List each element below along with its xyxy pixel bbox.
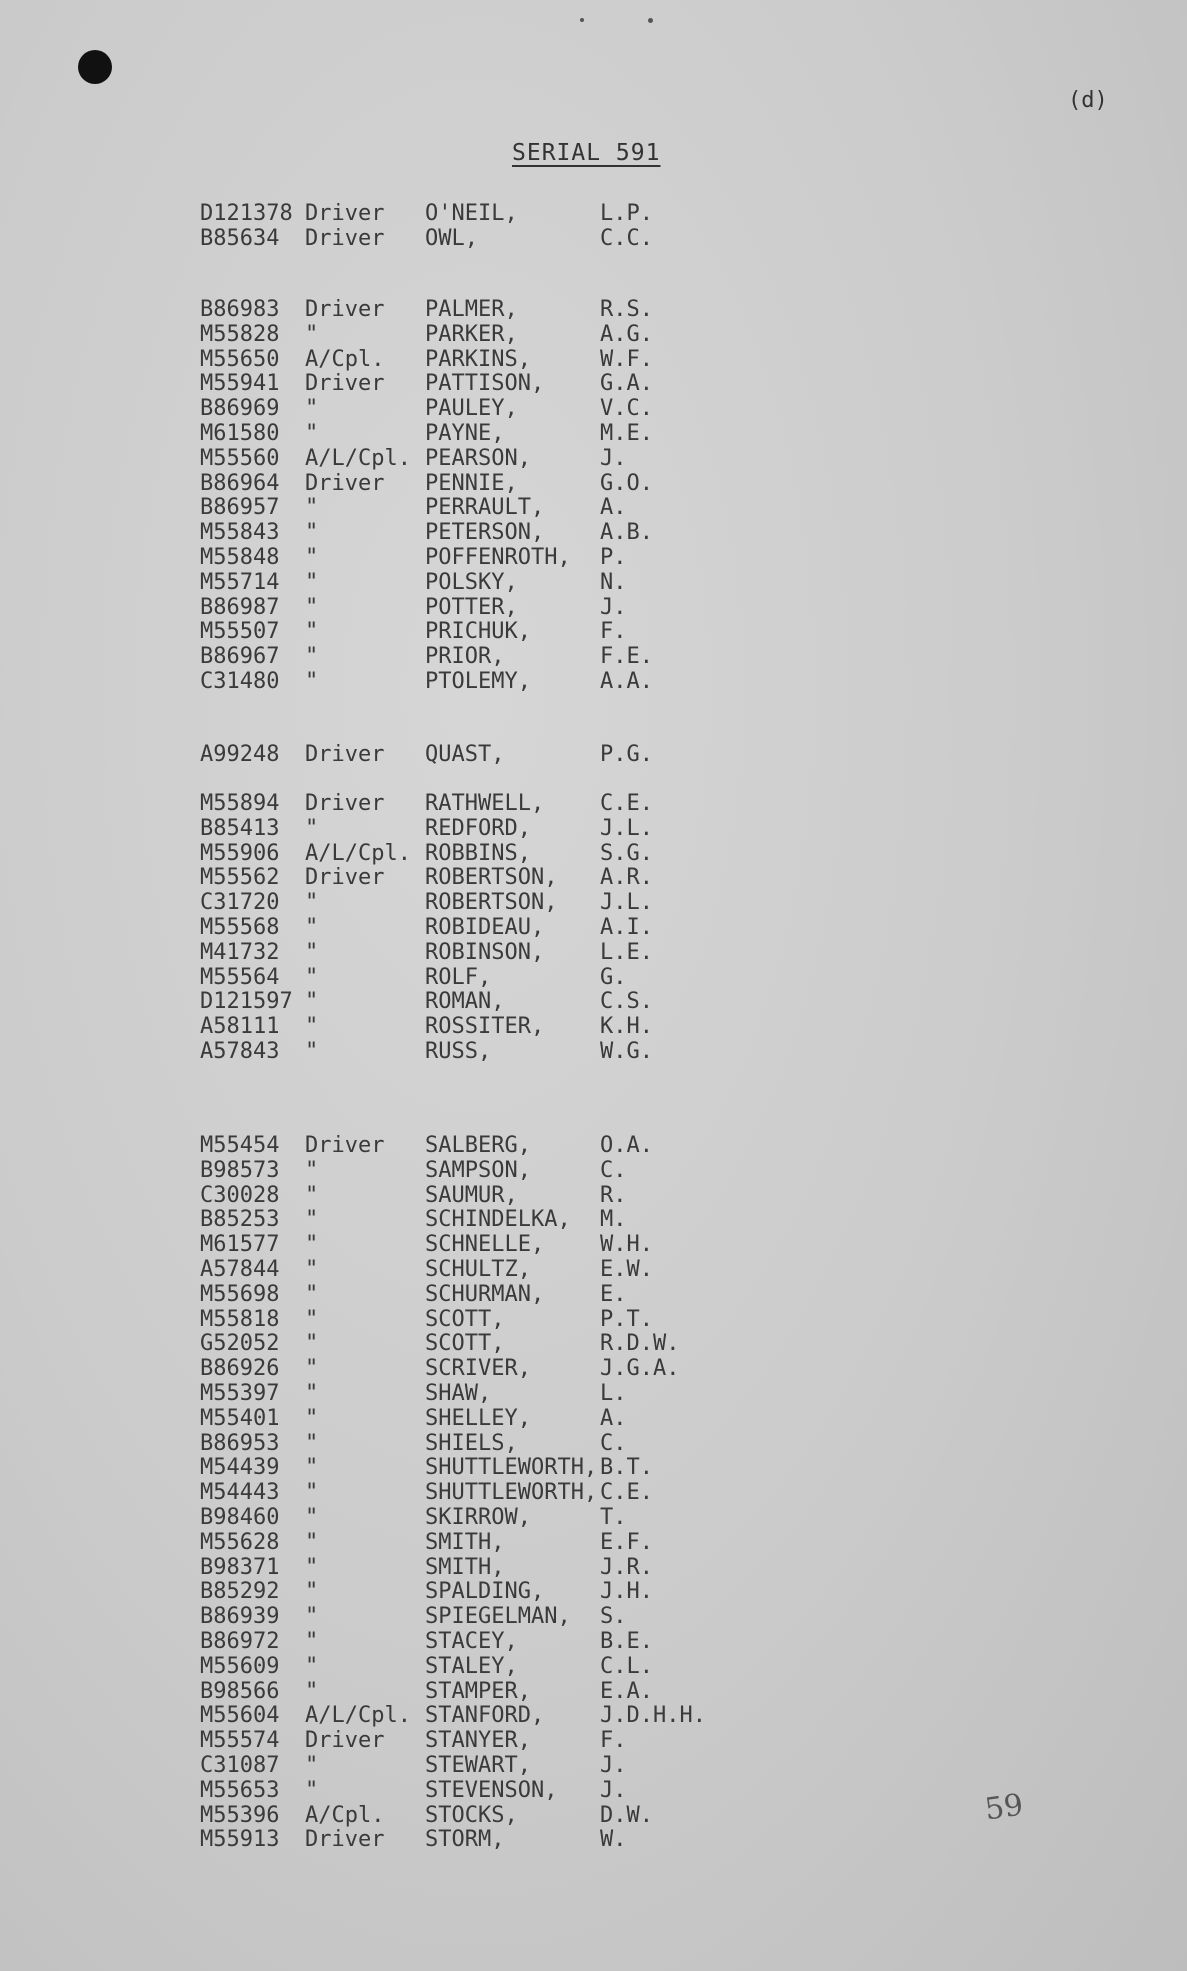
cell-init: W.G.	[600, 1038, 653, 1064]
cell-init: S.	[600, 1604, 627, 1630]
cell-num: M55507	[200, 619, 280, 645]
cell-name: ROBERTSON,	[425, 865, 558, 891]
cell-name: SALBERG,	[425, 1133, 531, 1158]
cell-name: STANYER,	[425, 1728, 531, 1754]
cell-name: SCHURMAN,	[425, 1281, 545, 1307]
cell-name: SCRIVER,	[425, 1356, 531, 1382]
cell-rank: "	[305, 1356, 319, 1382]
cell-name: STEWART,	[425, 1752, 531, 1778]
cell-init: E.	[600, 1281, 627, 1307]
cell-rank: Driver	[305, 470, 385, 496]
cell-name: PEARSON,	[425, 445, 531, 471]
cell-rank: "	[305, 1504, 319, 1530]
cell-name: PAYNE,	[425, 420, 505, 446]
cell-num: M55574	[200, 1728, 280, 1754]
cell-init: G.O.	[600, 470, 653, 496]
cell-rank: Driver	[305, 297, 385, 322]
cell-name: STORM,	[425, 1827, 505, 1853]
cell-name: PETERSON,	[425, 520, 545, 546]
cell-rank: A/L/Cpl.	[305, 840, 411, 866]
cell-num: M54439	[200, 1455, 280, 1481]
cell-num: B85253	[200, 1207, 280, 1233]
cell-num: M55454	[200, 1133, 280, 1158]
cell-name: STANFORD,	[425, 1703, 545, 1729]
cell-name: SCOTT,	[425, 1306, 505, 1332]
cell-name: SHIELS,	[425, 1430, 518, 1456]
cell-rank: "	[305, 815, 319, 841]
cell-num: B86926	[200, 1356, 280, 1382]
cell-rank: "	[305, 890, 319, 916]
cell-init: A.	[600, 495, 627, 521]
cell-num: M54443	[200, 1480, 280, 1506]
cell-init: J.R.	[600, 1554, 653, 1580]
cell-rank: "	[305, 1038, 319, 1064]
cell-init: P.G.	[600, 742, 653, 767]
cell-rank: A/L/Cpl.	[305, 445, 411, 471]
serial-heading: SERIAL 591	[512, 140, 661, 166]
cell-rank: "	[305, 1157, 319, 1183]
cell-rank: "	[305, 964, 319, 990]
speck	[648, 18, 653, 23]
cell-name: SHUTTLEWORTH,	[425, 1455, 598, 1481]
cell-rank: "	[305, 1014, 319, 1040]
cell-name: ROBINSON,	[425, 939, 545, 965]
cell-name: SHAW,	[425, 1380, 492, 1406]
cell-rank: "	[305, 1331, 319, 1357]
cell-num: C31480	[200, 668, 280, 694]
cell-name: SCOTT,	[425, 1331, 505, 1357]
cell-num: A57843	[200, 1038, 280, 1064]
cell-num: D121378	[200, 201, 293, 226]
cell-init: J.L.	[600, 890, 653, 916]
cell-rank: "	[305, 914, 319, 940]
cell-rank: "	[305, 1207, 319, 1233]
cell-rank: "	[305, 1430, 319, 1456]
cell-num: M55913	[200, 1827, 280, 1853]
cell-num: B86939	[200, 1604, 280, 1630]
cell-num: B86953	[200, 1430, 280, 1456]
cell-name: QUAST,	[425, 742, 505, 767]
cell-init: C.	[600, 1430, 627, 1456]
cell-name: SCHNELLE,	[425, 1232, 545, 1258]
cell-rank: "	[305, 1529, 319, 1555]
cell-num: M55828	[200, 321, 280, 347]
cell-rank: "	[305, 1256, 319, 1282]
cell-num: M55568	[200, 914, 280, 940]
cell-init: C.C.	[600, 225, 653, 251]
cell-init: R.S.	[600, 297, 653, 322]
handwritten-page-number: 59	[982, 1787, 1026, 1828]
cell-rank: "	[305, 321, 319, 347]
cell-init: K.H.	[600, 1014, 653, 1040]
cell-init: J.H.	[600, 1579, 653, 1605]
cell-name: POFFENROTH,	[425, 544, 571, 570]
cell-name: ROBIDEAU,	[425, 914, 545, 940]
cell-num: A58111	[200, 1014, 280, 1040]
cell-num: D121597	[200, 989, 293, 1015]
cell-init: M.E.	[600, 420, 653, 446]
cell-num: B86964	[200, 470, 280, 496]
cell-rank: Driver	[305, 371, 385, 397]
cell-rank: "	[305, 1480, 319, 1506]
cell-name: REDFORD,	[425, 815, 531, 841]
cell-init: J.	[600, 1752, 627, 1778]
cell-rank: "	[305, 1554, 319, 1580]
cell-rank: "	[305, 396, 319, 422]
cell-rank: "	[305, 1380, 319, 1406]
cell-init: A.G.	[600, 321, 653, 347]
cell-name: SMITH,	[425, 1554, 505, 1580]
cell-init: C.L.	[600, 1653, 653, 1679]
cell-init: J.D.H.H.	[600, 1703, 706, 1729]
cell-rank: "	[305, 544, 319, 570]
cell-init: D.W.	[600, 1802, 653, 1828]
cell-init: J.	[600, 1777, 627, 1803]
cell-init: F.	[600, 1728, 627, 1754]
cell-name: SCHULTZ,	[425, 1256, 531, 1282]
cell-num: B86967	[200, 644, 280, 670]
cell-num: M55604	[200, 1703, 280, 1729]
cell-name: POLSKY,	[425, 569, 518, 595]
cell-init: L.P.	[600, 201, 653, 226]
cell-num: B86957	[200, 495, 280, 521]
cell-name: SKIRROW,	[425, 1504, 531, 1530]
cell-name: ROBERTSON,	[425, 890, 558, 916]
cell-init: J.L.	[600, 815, 653, 841]
cell-rank: "	[305, 668, 319, 694]
cell-num: M55650	[200, 346, 280, 372]
cell-num: B98371	[200, 1554, 280, 1580]
cell-init: C.S.	[600, 989, 653, 1015]
cell-init: W.H.	[600, 1232, 653, 1258]
cell-name: SPIEGELMAN,	[425, 1604, 571, 1630]
cell-num: B98566	[200, 1678, 280, 1704]
cell-rank: "	[305, 1405, 319, 1431]
cell-name: PATTISON,	[425, 371, 545, 397]
cell-rank: "	[305, 619, 319, 645]
cell-rank: "	[305, 644, 319, 670]
cell-rank: A/Cpl.	[305, 346, 385, 372]
cell-name: PRICHUK,	[425, 619, 531, 645]
cell-name: ROSSITER,	[425, 1014, 545, 1040]
cell-rank: Driver	[305, 1133, 385, 1158]
cell-rank: "	[305, 1182, 319, 1208]
cell-num: M55564	[200, 964, 280, 990]
cell-num: A99248	[200, 742, 280, 767]
cell-num: M55906	[200, 840, 280, 866]
cell-name: PERRAULT,	[425, 495, 545, 521]
cell-name: PARKER,	[425, 321, 518, 347]
cell-rank: "	[305, 1232, 319, 1258]
cell-name: ROBBINS,	[425, 840, 531, 866]
cell-init: A.R.	[600, 865, 653, 891]
cell-name: POTTER,	[425, 594, 518, 620]
cell-num: M61577	[200, 1232, 280, 1258]
cell-name: OWL,	[425, 225, 478, 251]
cell-name: PENNIE,	[425, 470, 518, 496]
cell-name: ROMAN,	[425, 989, 505, 1015]
cell-num: M55894	[200, 791, 280, 816]
cell-num: B86972	[200, 1628, 280, 1654]
cell-init: C.	[600, 1157, 627, 1183]
cell-name: STACEY,	[425, 1628, 518, 1654]
cell-name: SHELLEY,	[425, 1405, 531, 1431]
cell-name: RUSS,	[425, 1038, 492, 1064]
cell-init: A.	[600, 1405, 627, 1431]
cell-init: W.F.	[600, 346, 653, 372]
cell-rank: "	[305, 1455, 319, 1481]
cell-init: E.W.	[600, 1256, 653, 1282]
cell-num: M55396	[200, 1802, 280, 1828]
cell-name: PAULEY,	[425, 396, 518, 422]
cell-init: C.E.	[600, 1480, 653, 1506]
cell-name: PALMER,	[425, 297, 518, 322]
cell-rank: "	[305, 594, 319, 620]
cell-rank: "	[305, 1752, 319, 1778]
cell-num: M55560	[200, 445, 280, 471]
speck	[580, 18, 584, 22]
cell-num: M55628	[200, 1529, 280, 1555]
cell-init: O.A.	[600, 1133, 653, 1158]
cell-rank: Driver	[305, 1728, 385, 1754]
cell-rank: "	[305, 1777, 319, 1803]
cell-rank: "	[305, 1604, 319, 1630]
cell-name: SMITH,	[425, 1529, 505, 1555]
cell-rank: "	[305, 989, 319, 1015]
cell-init: P.T.	[600, 1306, 653, 1332]
cell-rank: "	[305, 1678, 319, 1704]
cell-name: PTOLEMY,	[425, 668, 531, 694]
cell-name: SPALDING,	[425, 1579, 545, 1605]
cell-init: E.A.	[600, 1678, 653, 1704]
cell-init: F.E.	[600, 644, 653, 670]
cell-num: B86983	[200, 297, 280, 322]
cell-init: E.F.	[600, 1529, 653, 1555]
cell-name: SCHINDELKA,	[425, 1207, 571, 1233]
cell-rank: A/L/Cpl.	[305, 1703, 411, 1729]
cell-num: B86969	[200, 396, 280, 422]
cell-init: M.	[600, 1207, 627, 1233]
cell-init: L.	[600, 1380, 627, 1406]
cell-num: B85292	[200, 1579, 280, 1605]
cell-num: B86987	[200, 594, 280, 620]
cell-rank: Driver	[305, 742, 385, 767]
cell-rank: Driver	[305, 865, 385, 891]
cell-num: G52052	[200, 1331, 280, 1357]
cell-num: B85413	[200, 815, 280, 841]
cell-rank: Driver	[305, 225, 385, 251]
cell-rank: Driver	[305, 201, 385, 226]
cell-rank: "	[305, 1281, 319, 1307]
cell-num: M55609	[200, 1653, 280, 1679]
cell-init: C.E.	[600, 791, 653, 816]
cell-init: R.D.W.	[600, 1331, 680, 1357]
cell-init: N.	[600, 569, 627, 595]
cell-init: G.	[600, 964, 627, 990]
page-mark: (d)	[1068, 88, 1108, 113]
cell-init: B.E.	[600, 1628, 653, 1654]
cell-init: B.T.	[600, 1455, 653, 1481]
cell-name: O'NEIL,	[425, 201, 518, 226]
cell-init: W.	[600, 1827, 627, 1853]
cell-num: M55653	[200, 1777, 280, 1803]
cell-name: ROLF,	[425, 964, 492, 990]
cell-num: M61580	[200, 420, 280, 446]
cell-rank: "	[305, 1628, 319, 1654]
cell-name: SAMPSON,	[425, 1157, 531, 1183]
cell-init: F.	[600, 619, 627, 645]
cell-init: J.	[600, 445, 627, 471]
cell-rank: "	[305, 520, 319, 546]
cell-init: A.A.	[600, 668, 653, 694]
cell-init: J.	[600, 594, 627, 620]
cell-num: B98573	[200, 1157, 280, 1183]
cell-rank: "	[305, 1306, 319, 1332]
cell-init: T.	[600, 1504, 627, 1530]
cell-name: RATHWELL,	[425, 791, 545, 816]
cell-num: M55941	[200, 371, 280, 397]
cell-num: M55843	[200, 520, 280, 546]
cell-num: M55397	[200, 1380, 280, 1406]
cell-num: A57844	[200, 1256, 280, 1282]
cell-name: PRIOR,	[425, 644, 505, 670]
cell-name: PARKINS,	[425, 346, 531, 372]
cell-num: M55698	[200, 1281, 280, 1307]
cell-rank: "	[305, 569, 319, 595]
cell-init: A.B.	[600, 520, 653, 546]
cell-rank: "	[305, 420, 319, 446]
cell-name: STEVENSON,	[425, 1777, 558, 1803]
cell-rank: Driver	[305, 1827, 385, 1853]
cell-rank: "	[305, 495, 319, 521]
cell-init: J.G.A.	[600, 1356, 680, 1382]
cell-rank: "	[305, 1579, 319, 1605]
cell-name: STALEY,	[425, 1653, 518, 1679]
cell-init: A.I.	[600, 914, 653, 940]
cell-rank: Driver	[305, 791, 385, 816]
cell-num: B98460	[200, 1504, 280, 1530]
cell-num: M55848	[200, 544, 280, 570]
cell-name: STAMPER,	[425, 1678, 531, 1704]
cell-init: V.C.	[600, 396, 653, 422]
cell-init: G.A.	[600, 371, 653, 397]
cell-num: M55562	[200, 865, 280, 891]
cell-rank: "	[305, 939, 319, 965]
cell-num: C31087	[200, 1752, 280, 1778]
cell-num: M41732	[200, 939, 280, 965]
cell-name: SAUMUR,	[425, 1182, 518, 1208]
cell-name: SHUTTLEWORTH,	[425, 1480, 598, 1506]
cell-num: M55401	[200, 1405, 280, 1431]
cell-num: M55818	[200, 1306, 280, 1332]
cell-init: S.G.	[600, 840, 653, 866]
cell-num: C31720	[200, 890, 280, 916]
cell-rank: "	[305, 1653, 319, 1679]
cell-init: L.E.	[600, 939, 653, 965]
cell-init: R.	[600, 1182, 627, 1208]
cell-name: STOCKS,	[425, 1802, 518, 1828]
cell-num: M55714	[200, 569, 280, 595]
punch-hole	[78, 50, 112, 84]
cell-num: C30028	[200, 1182, 280, 1208]
cell-init: P.	[600, 544, 627, 570]
cell-rank: A/Cpl.	[305, 1802, 385, 1828]
cell-num: B85634	[200, 225, 280, 251]
